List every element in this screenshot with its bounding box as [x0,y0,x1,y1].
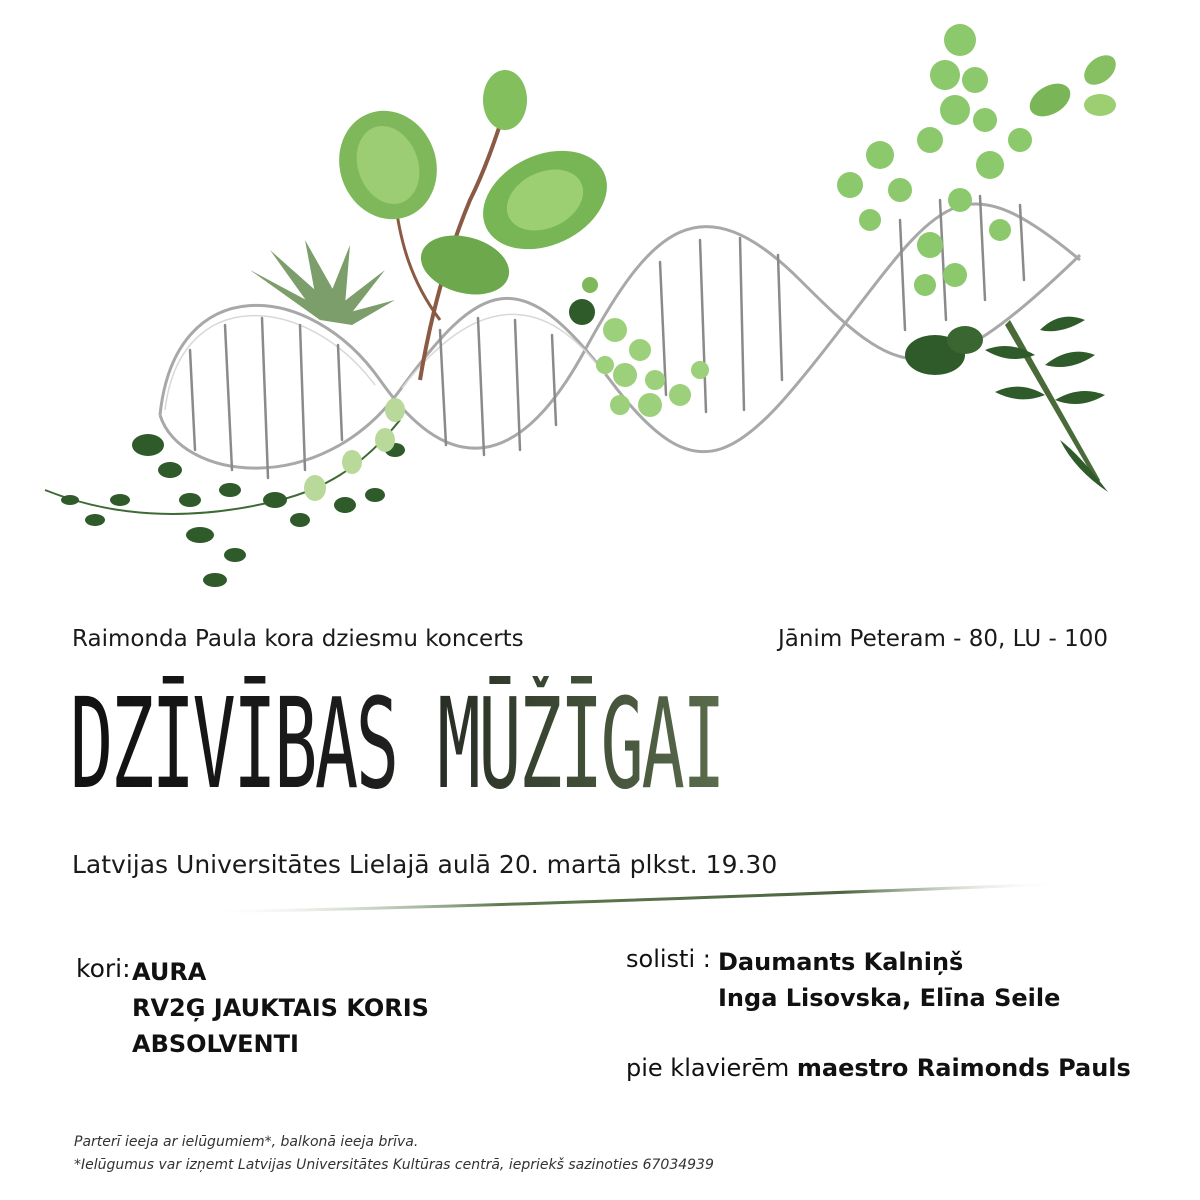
choirs-list [132,954,429,1062]
spiky-leaves [250,240,395,325]
soloist-item: Inga Lisovska, Elīna Seile [718,984,1061,1012]
soloists-label: solisti : [626,945,711,973]
piano-label: pie klavierēm [626,1054,790,1082]
choir-item: AURA [132,958,207,986]
soloists-list [718,944,1060,1016]
footnote-admission: Parterī ieeja ar ielūgumiem*, balkonā ieeja brīva. [74,1134,419,1150]
piano-credit [626,1054,1131,1082]
dark-leaf-branch-right [905,317,1108,492]
vine-lower-left [45,398,405,587]
dedication-subtitle: Jānim Peteram - 80, LU - 100 [777,626,1108,652]
concert-title: DZĪVĪBAS MŪŽĪGAIS VĀRDS [70,671,1009,818]
choir-item: RV2Ģ JAUKTAIS KORIS [132,994,429,1022]
choirs-label: kori: [76,954,131,983]
central-leaf-cluster [324,70,623,380]
venue-date-time: Latvijas Universitātes Lielajā aulā 20. martā plkst. 19.30 [72,850,778,879]
concert-subtitle: Raimonda Paula kora dziesmu koncerts [72,626,524,652]
maidenhair-fern-center [569,277,709,417]
choir-item: ABSOLVENTI [132,1030,299,1058]
pianist-name: maestro Raimonds Pauls [796,1054,1131,1082]
footnote-invitations: *Ielūgumus var izņemt Latvijas Universitātes Kultūras centrā, iepriekš sazinoties 67034939 [74,1157,714,1173]
soloist-item: Daumants Kalniņš [718,948,964,976]
decorative-divider [200,880,1060,920]
